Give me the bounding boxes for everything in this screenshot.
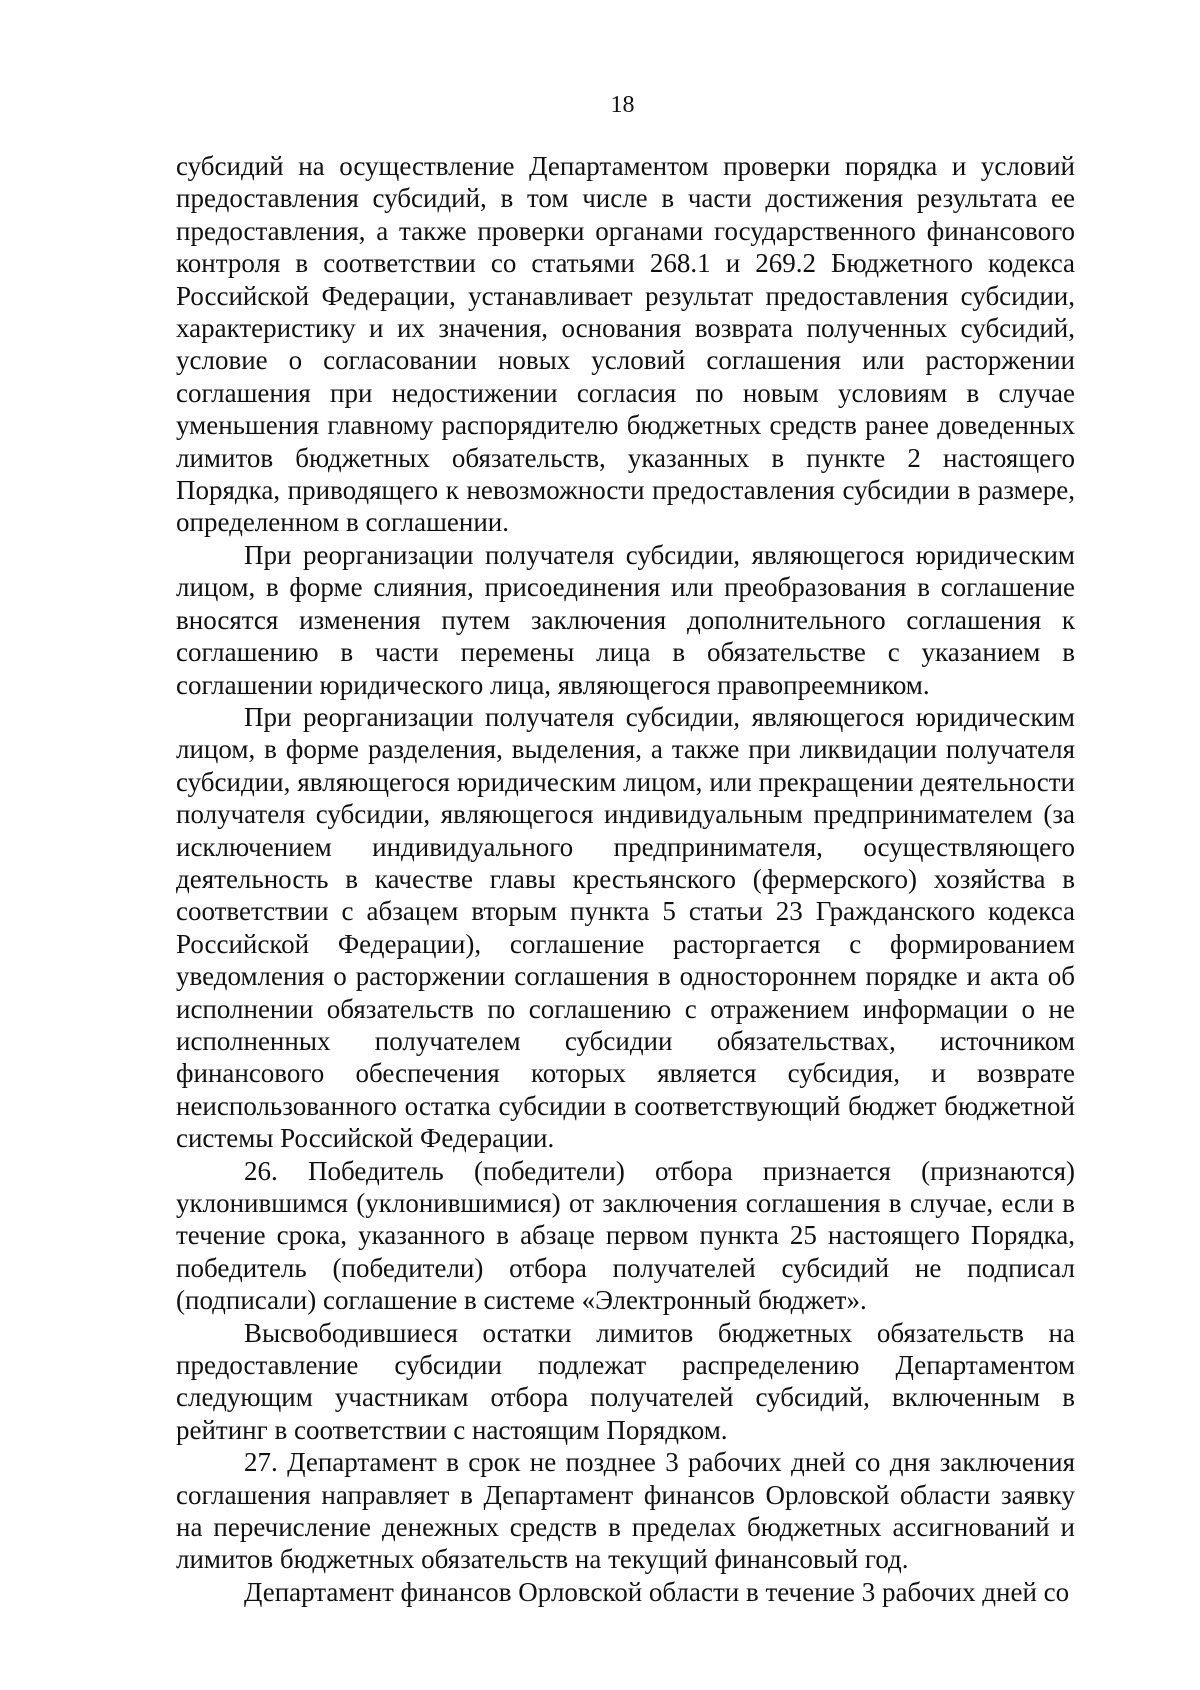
- paragraph-finance-department: Департамент финансов Орловской области в течение 3 рабочих дней со: [244, 1576, 1070, 1607]
- paragraph-released-limits: Высвободившиеся остатки лимитов бюджетных обязательств на предоставление субсидии подлежат распределению Департаментом следующим участникам отбора получателей субсидий, включенным в рейтинг в соответствии с настоящим Порядком.: [176, 1317, 1075, 1445]
- paragraph-clause-26: 26. Победитель (победители) отбора признается (признаются) уклонившимся (уклонившимися) от заключения соглашения в случае, если в течение срока, указанного в абзаце первом пункта 25 настоящего Порядка, победитель (победители) отбора получателей субсидий не подписал (подписали) соглашение в системе «Электронный бюджет».: [176, 1155, 1075, 1316]
- paragraph-reorganization-division: При реорганизации получателя субсидии, являющегося юридическим лицом, в форме разделения, выделения, а также при ликвидации получателя субсидии, являющегося юридическим лицом, или прекращении деятельности получателя субсидии, являющегося индивидуальным предпринимателем (за исключением индивидуального предпринимателя, осуществляющего деятельность в качестве главы крестьянского (фермерского) хозяйства в соответствии с абзацем вторым пункта 5 статьи 23 Гражданского кодекса Российской Федерации), соглашение расторгается с формированием уведомления о расторжении соглашения в одностороннем порядке и акта об исполнении обязательств по соглашению с отражением информации о не исполненных получателем субсидии обязательствах, источником финансового обеспечения которых является субсидия, и возврате неиспользованного остатка субсидии в соответствующий бюджет бюджетной системы Российской Федерации.: [176, 701, 1075, 1154]
- paragraph-reorganization-merger: При реорганизации получателя субсидии, являющегося юридическим лицом, в форме слияния, присоединения или преобразования в соглашение вносятся изменения путем заключения дополнительного соглашения к соглашению в части перемены лица в обязательстве с указанием в соглашении юридического лица, являющегося правопреемником.: [176, 539, 1075, 700]
- paragraph-clause-27: 27. Департамент в срок не позднее 3 рабочих дней со дня заключения соглашения направляет в Департамент финансов Орловской области заявку на перечисление денежных средств в пределах бюджетных ассигнований и лимитов бюджетных обязательств на текущий финансовый год.: [176, 1447, 1075, 1575]
- page-number: 18: [610, 92, 635, 118]
- paragraph-continuation: субсидий на осуществление Департаментом проверки порядка и условий предоставления субсидий, в том числе в части достижения результата ее предоставления, а также проверки органами государственного финансового контроля в соответствии со статьями 268.1 и 269.2 Бюджетного кодекса Российской Федерации, устанавливает результат предоставления субсидии, характеристику и их значения, основания возврата полученных субсидий, условие о согласовании новых условий соглашения или расторжении соглашения при недостижении согласия по новым условиям в случае уменьшения главному распорядителю бюджетных средств ранее доведенных лимитов бюджетных обязательств, указанных в пункте 2 настоящего Порядка, приводящего к невозможности предоставления субсидии в размере, определенном в соглашении.: [176, 151, 1075, 538]
- document-body: [176, 150, 1075, 1608]
